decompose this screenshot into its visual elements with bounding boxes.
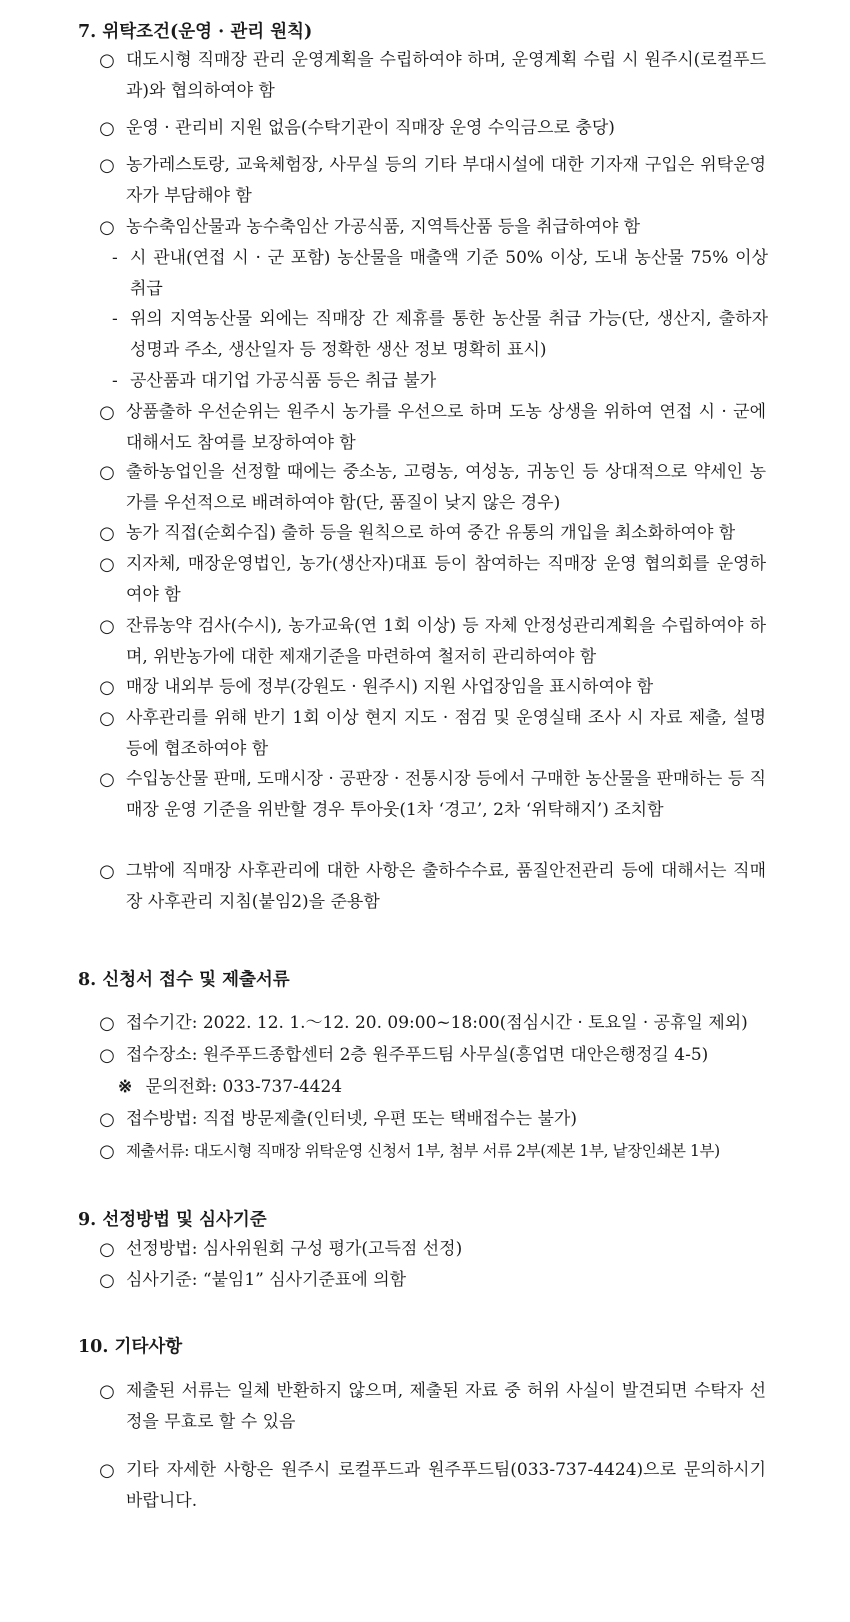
circle-bullet-icon: ○ — [99, 1270, 115, 1291]
list-item: ○ 선정방법: 심사위원회 구성 평가(고득점 선정) — [96, 1234, 766, 1265]
circle-bullet-icon: ○ — [99, 155, 115, 176]
dash-marker: - — [112, 371, 118, 391]
sub-list-item: - 시 관내(연접 시 · 군 포함) 농산물을 매출액 기준 50% 이상, 도내 농산물 75% 이상 취급 — [112, 243, 768, 305]
circle-bullet-icon: ○ — [99, 462, 115, 483]
circle-bullet-icon: ○ — [99, 1141, 115, 1162]
circle-bullet-icon: ○ — [99, 861, 115, 882]
list-item: ○ 상품출하 우선순위는 원주시 농가를 우선으로 하며 도농 상생을 위하여 연접 시 · 군에 대해서도 참여를 보장하여야 함 — [96, 397, 766, 459]
circle-bullet-icon: ○ — [99, 50, 115, 71]
list-item: ○ 지자체, 매장운영법인, 농가(생산자)대표 등이 참여하는 직매장 운영 협의회를 운영하여야 함 — [96, 549, 766, 611]
circle-bullet-icon: ○ — [99, 1381, 115, 1402]
dash-marker: - — [112, 309, 118, 329]
circle-bullet-icon: ○ — [99, 708, 115, 729]
circle-bullet-icon: ○ — [99, 1109, 115, 1130]
list-item: ○ 제출된 서류는 일체 반환하지 않으며, 제출된 자료 중 허위 사실이 발견되면 수탁자 선정을 무효로 할 수 있음 — [96, 1376, 766, 1438]
circle-bullet-icon: ○ — [99, 769, 115, 790]
circle-bullet-icon: ○ — [99, 554, 115, 575]
list-item: ○ 농수축임산물과 농수축임산 가공식품, 지역특산품 등을 취급하여야 함 — [96, 212, 766, 243]
circle-bullet-icon: ○ — [99, 1013, 115, 1034]
list-item: ○ 심사기준: “붙임1” 심사기준표에 의함 — [96, 1265, 766, 1296]
section-9-heading: 9. 선정방법 및 심사기준 — [78, 1210, 267, 1230]
list-item: ○ 기타 자세한 사항은 원주시 로컬푸드과 원주푸드팀(033-737-4424)으로 문의하시기 바랍니다. — [96, 1455, 766, 1517]
circle-bullet-icon: ○ — [99, 1460, 115, 1481]
list-item: ○ 대도시형 직매장 관리 운영계획을 수립하여야 하며, 운영계획 수립 시 원주시(로컬푸드과)와 협의하여야 함 — [96, 45, 766, 107]
list-item: ○ 운영 · 관리비 지원 없음(수탁기관이 직매장 운영 수익금으로 충당) — [96, 113, 766, 144]
list-item: ○ 수입농산물 판매, 도매시장 · 공판장 · 전통시장 등에서 구매한 농산물을 판매하는 등 직매장 운영 기준을 위반할 경우 투아웃(1차 ‘경고’, 2차 ‘위탁해지’) 조치함 — [96, 764, 766, 826]
list-item: ○ 매장 내외부 등에 정부(강원도 · 원주시) 지원 사업장임을 표시하여야 함 — [96, 672, 766, 703]
circle-bullet-icon: ○ — [99, 118, 115, 139]
list-item: ○ 접수기간: 2022. 12. 1.～12. 20. 09:00~18:00(점심시간 · 토요일 · 공휴일 제외) — [96, 1008, 766, 1039]
circle-bullet-icon: ○ — [99, 1045, 115, 1066]
section-8-heading: 8. 신청서 접수 및 제출서류 — [78, 970, 290, 990]
reference-mark-icon: ※ — [118, 1077, 133, 1097]
list-item: ○ 농가레스토랑, 교육체험장, 사무실 등의 기타 부대시설에 대한 기자재 구입은 위탁운영자가 부담해야 함 — [96, 150, 766, 212]
list-item: ○ 농가 직접(순회수집) 출하 등을 원칙으로 하여 중간 유통의 개입을 최소화하여야 함 — [96, 518, 766, 549]
circle-bullet-icon: ○ — [99, 402, 115, 423]
list-item: ○ 사후관리를 위해 반기 1회 이상 현지 지도 · 점검 및 운영실태 조사 시 자료 제출, 설명 등에 협조하여야 함 — [96, 703, 766, 765]
list-item: ○ 잔류농약 검사(수시), 농가교육(연 1회 이상) 등 자체 안정성관리계획을 수립하여야 하며, 위반농가에 대한 제재기준을 마련하여 철저히 관리하여야 함 — [96, 611, 766, 673]
contact-phone: 문의전화: 033-737-4424 — [145, 1077, 343, 1097]
list-item: ○ 출하농업인을 선정할 때에는 중소농, 고령농, 여성농, 귀농인 등 상대적으로 약세인 농가를 우선적으로 배려하여야 함(단, 품질이 낮지 않은 경우) — [96, 457, 766, 519]
dash-marker: - — [112, 248, 118, 268]
circle-bullet-icon: ○ — [99, 217, 115, 238]
sub-list-item: - 위의 지역농산물 외에는 직매장 간 제휴를 통한 농산물 취급 가능(단, 생산지, 출하자 성명과 주소, 생산일자 등 정확한 생산 정보 명확히 표시) — [112, 304, 768, 366]
contact-note — [118, 1072, 342, 1103]
circle-bullet-icon: ○ — [99, 616, 115, 637]
circle-bullet-icon: ○ — [99, 677, 115, 698]
list-item: ○ 접수장소: 원주푸드종합센터 2층 원주푸드팀 사무실(흥업면 대안은행정길 4-5) — [96, 1040, 766, 1071]
list-item: ○ 접수방법: 직접 방문제출(인터넷, 우편 또는 택배접수는 불가) — [96, 1104, 766, 1135]
circle-bullet-icon: ○ — [99, 523, 115, 544]
circle-bullet-icon: ○ — [99, 1239, 115, 1260]
list-item: ○ 제출서류: 대도시형 직매장 위탁운영 신청서 1부, 첨부 서류 2부(제본 1부, 낱장인쇄본 1부) — [96, 1136, 766, 1167]
sub-list-item: - 공산품과 대기업 가공식품 등은 취급 불가 — [112, 366, 768, 397]
section-10-heading: 10. 기타사항 — [78, 1337, 183, 1357]
section-7-heading: 7. 위탁조건(운영 · 관리 원칙) — [78, 22, 313, 42]
list-item: ○ 그밖에 직매장 사후관리에 대한 사항은 출하수수료, 품질안전관리 등에 대해서는 직매장 사후관리 지침(붙임2)을 준용함 — [96, 856, 766, 918]
